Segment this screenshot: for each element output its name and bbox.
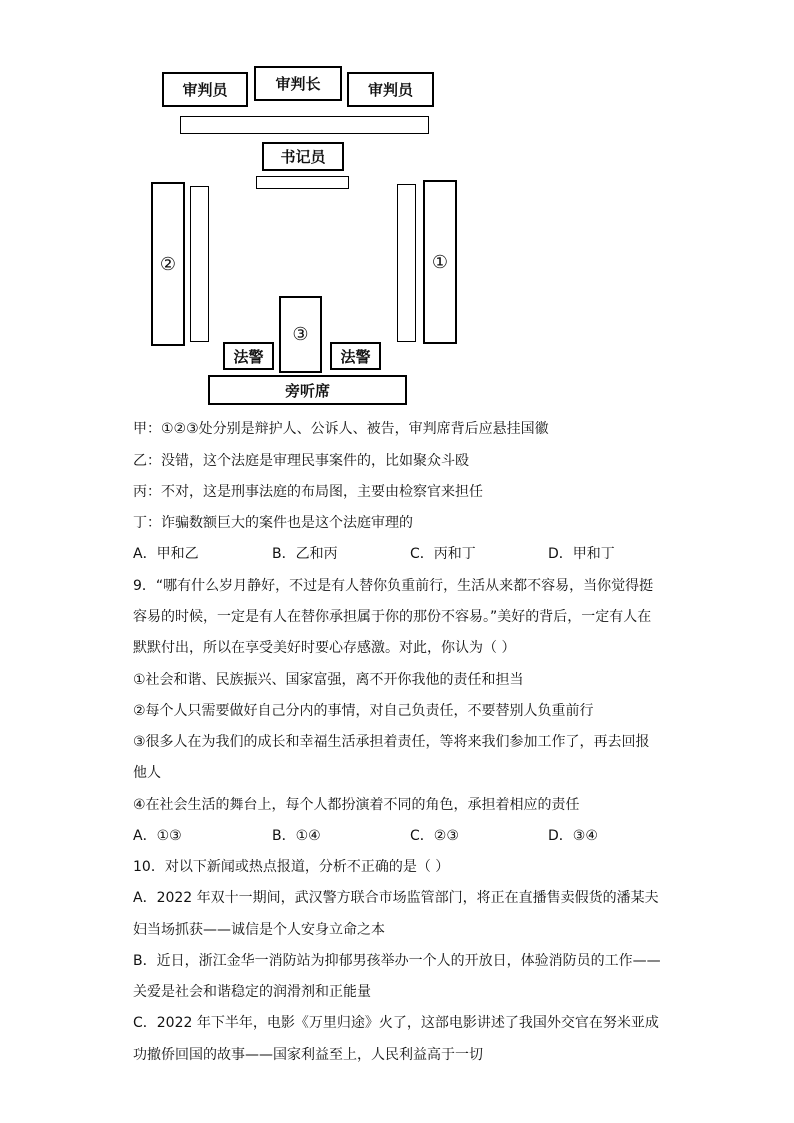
- clerk-desk: [256, 176, 349, 189]
- q9-item-4: ④在社会生活的舞台上，每个人都扮演着不同的角色，承担着相应的责任: [133, 797, 580, 813]
- position-1-box: ①: [423, 180, 457, 344]
- q10-option-c-line-2: 功撤侨回国的故事——国家利益至上，人民利益高于一切: [133, 1047, 483, 1063]
- q8-option-c: C．丙和丁: [410, 546, 476, 562]
- q10-option-c-line-1: C．2022 年下半年，电影《万里归途》火了，这部电影讲述了我国外交官在努米亚成: [133, 1015, 659, 1031]
- bailiff-right-box: 法警: [330, 342, 381, 370]
- judge-chief-box: 审判长: [254, 66, 342, 101]
- statement-yi: 乙：没错，这个法庭是审理民事案件的，比如聚众斗殴: [133, 453, 469, 469]
- q9-option-d: D．③④: [548, 828, 598, 844]
- q10-option-b-line-2: 关爱是社会和谐稳定的润滑剂和正能量: [133, 984, 371, 1000]
- gallery-box: 旁听席: [208, 375, 407, 405]
- position-2-desk: [190, 186, 209, 342]
- position-3-box: ③: [279, 296, 322, 373]
- q9-item-1: ①社会和谐、民族振兴、国家富强，离不开你我他的责任和担当: [133, 672, 524, 688]
- q10-stem: 10．对以下新闻或热点报道，分析不正确的是（ ）: [133, 859, 450, 875]
- judge-bench: [180, 116, 429, 134]
- clerk-box: 书记员: [262, 142, 344, 171]
- statement-ding: 丁：诈骗数额巨大的案件也是这个法庭审理的: [133, 515, 413, 531]
- q8-option-b: B．乙和丙: [272, 546, 338, 562]
- q10-option-b-line-1: B．近日，浙江金华一消防站为抑郁男孩举办一个人的开放日，体验消防员的工作——: [133, 953, 661, 969]
- judge-right-box: 审判员: [347, 72, 434, 107]
- q9-stem-line-2: 容易的时候，一定是有人在替你承担属于你的那份不容易。”美好的背后，一定有人在: [133, 609, 652, 625]
- q10-option-a-line-1: A．2022 年双十一期间，武汉警方联合市场监管部门，将正在直播售卖假货的潘某夫: [133, 890, 659, 906]
- q9-item-3-cont: 他人: [133, 765, 161, 781]
- q10-option-a-line-2: 妇当场抓获——诚信是个人安身立命之本: [133, 922, 385, 938]
- q9-item-3: ③很多人在为我们的成长和幸福生活承担着责任，等将来我们参加工作了，再去回报: [133, 734, 650, 750]
- position-2-box: ②: [151, 182, 185, 346]
- q9-item-2: ②每个人只需要做好自己分内的事情，对自己负责任，不要替别人负重前行: [133, 703, 594, 719]
- position-1-desk: [397, 184, 416, 342]
- q8-option-a: A．甲和乙: [133, 546, 199, 562]
- q9-stem-line-1: 9．“哪有什么岁月静好，不过是有人替你负重前行，生活从来都不容易，当你觉得挺: [133, 578, 654, 594]
- q9-option-b: B．①④: [272, 828, 321, 844]
- judge-left-box: 审判员: [162, 72, 248, 107]
- q9-option-c: C．②③: [410, 828, 459, 844]
- q9-stem-line-3: 默默付出，所以在享受美好时要心存感激。对此，你认为（ ）: [133, 640, 516, 656]
- statement-bing: 丙：不对，这是刑事法庭的布局图，主要由检察官来担任: [133, 484, 483, 500]
- bailiff-left-box: 法警: [223, 342, 274, 370]
- q8-option-d: D．甲和丁: [548, 546, 615, 562]
- statement-jia: 甲：①②③处分别是辩护人、公诉人、被告，审判席背后应悬挂国徽: [133, 421, 549, 437]
- q9-option-a: A．①③: [133, 828, 182, 844]
